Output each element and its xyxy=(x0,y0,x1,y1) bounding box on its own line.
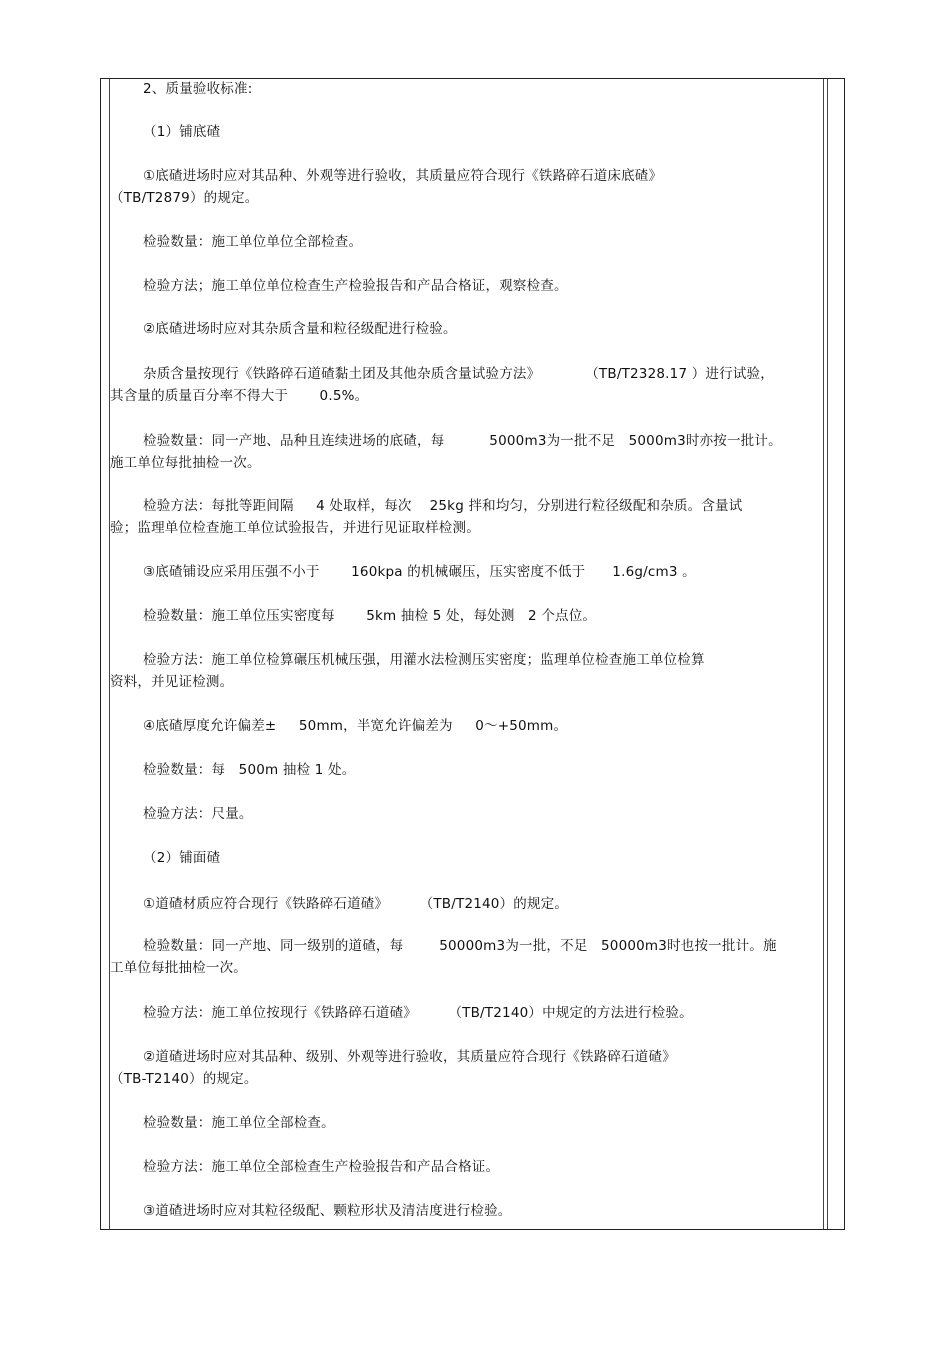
paragraph-line: ②底碴进场时应对其杂质含量和粒径级配进行检验。 xyxy=(143,321,457,337)
subsection-heading-surface-ballast: （2）铺面碴 xyxy=(143,850,221,866)
paragraph-line: 验；监理单位检查施工单位试验报告，并进行见证取样检测。 xyxy=(110,520,480,536)
paragraph-line: 检验方法：尺量。 xyxy=(143,806,253,822)
paragraph-line: 杂质含量按现行《铁路碎石道碴黏土团及其他杂质含量试验方法》 （TB/T2328.17 ）进行试验， xyxy=(143,366,774,382)
paragraph-line: ①底碴进场时应对其品种、外观等进行验收，其质量应符合现行《铁路碎石道床底碴》 xyxy=(143,168,663,184)
table-right-column-divider-inner xyxy=(827,79,828,1229)
paragraph-line: 其含量的质量百分率不得大于 0.5%。 xyxy=(110,388,369,404)
paragraph-line: 检验数量：同一产地、同一级别的道碴，每 50000m3为一批，不足 50000m3时也按一批计。施 xyxy=(143,938,777,954)
paragraph-line: ③底碴铺设应采用压强不小于 160kpa 的机械碾压，压实密度不低于 1.6g/cm3 。 xyxy=(143,564,696,580)
paragraph-line: 检验数量：施工单位单位全部检查。 xyxy=(143,234,363,250)
paragraph-line: 检验方法：施工单位检算碾压机械压强，用灌水法检测压实密度；监理单位检查施工单位检算 xyxy=(143,652,705,668)
paragraph-line: ④底碴厚度允许偏差± 50mm，半宽允许偏差为 0～+50mm。 xyxy=(143,718,568,734)
paragraph-line: （TB/T2879）的规定。 xyxy=(110,190,259,206)
paragraph-line: ②道碴进场时应对其品种、级别、外观等进行验收，其质量应符合现行《铁路碎石道碴》 xyxy=(143,1049,676,1065)
paragraph-line: 检验数量：施工单位压实密度每 5km 抽检 5 处，每处测 2 个点位。 xyxy=(143,608,597,624)
paragraph-line: 检验方法：施工单位全部检查生产检验报告和产品合格证。 xyxy=(143,1159,500,1175)
table-left-column-divider xyxy=(109,79,110,1229)
paragraph-line: 检验数量：施工单位全部检查。 xyxy=(143,1115,335,1131)
paragraph-line: ③道碴进场时应对其粒径级配、颗粒形状及清洁度进行检验。 xyxy=(143,1203,512,1219)
paragraph-line: 检验方法；施工单位单位检查生产检验报告和产品合格证，观察检查。 xyxy=(143,278,568,294)
paragraph-line: 检验方法：施工单位按现行《铁路碎石道碴》 （TB/T2140）中规定的方法进行检验。 xyxy=(143,1005,693,1021)
section-heading-quality-standard: 2、质量验收标准: xyxy=(143,81,253,97)
paragraph-line: 检验方法：每批等距间隔 4 处取样，每次 25kg 拌和均匀，分别进行粒径级配和杂质。含量试 xyxy=(143,498,743,514)
subsection-heading-base-ballast: （1）铺底碴 xyxy=(143,124,221,140)
paragraph-line: （TB-T2140）的规定。 xyxy=(110,1071,258,1087)
paragraph-line: 检验数量：同一产地、品种且连续进场的底碴，每 5000m3为一批不足 5000m3时亦按一批计。 xyxy=(143,433,782,449)
paragraph-line: 检验数量：每 500m 抽检 1 处。 xyxy=(143,762,356,778)
table-right-column-divider xyxy=(823,79,824,1229)
paragraph-line: 工单位每批抽检一次。 xyxy=(110,960,247,976)
paragraph-line: 资料，并见证检测。 xyxy=(110,674,234,690)
paragraph-line: ①道碴材质应符合现行《铁路碎石道碴》 （TB/T2140）的规定。 xyxy=(143,896,569,912)
paragraph-line: 施工单位每批抽检一次。 xyxy=(110,455,261,471)
